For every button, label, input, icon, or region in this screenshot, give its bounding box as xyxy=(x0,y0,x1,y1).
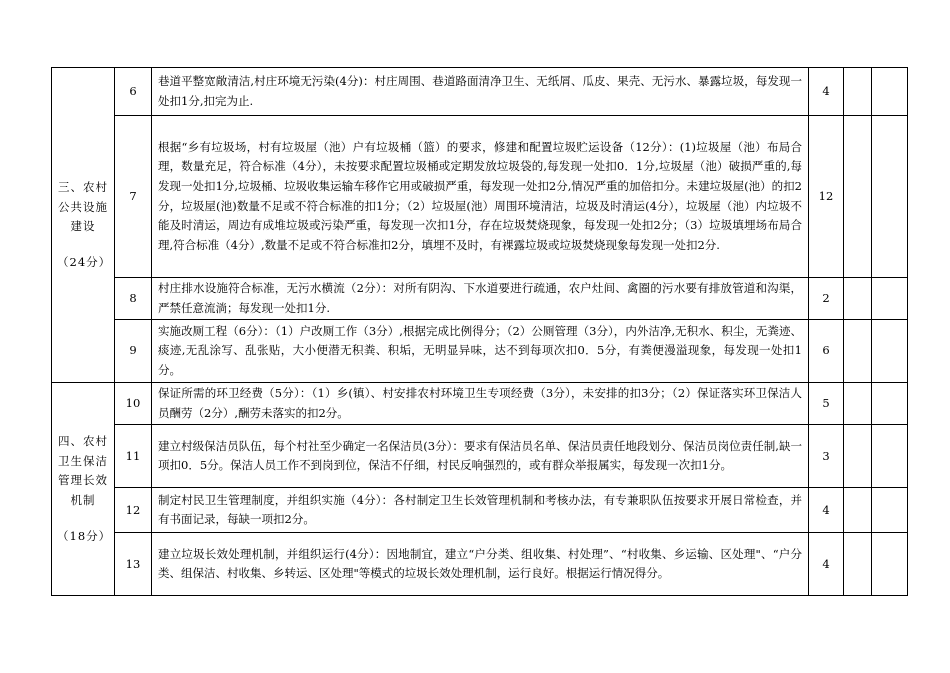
item-score: 4 xyxy=(809,533,844,596)
blank-cell xyxy=(872,383,908,425)
item-score: 2 xyxy=(809,278,844,320)
blank-cell xyxy=(872,278,908,320)
item-text: 根据“乡有垃圾场，村有垃圾屋（池）户有垃圾桶（篮）的要求，修建和配置垃圾贮运设备（12分）：(1)垃圾屋（池）布局合理，数量充足，符合标准（4分），未按要求配置垃圾桶或定期发放垃圾袋的,每发现一处扣0．1分,垃圾屋（池）破损严重的,每发现一处扣1分,垃圾桶、垃圾收集运输车移作它用或破损严重，每发现一处扣2分,情况严重的加倍扣分。未建垃圾屋(池）的扣2分，垃圾屋(池)数量不足或不符合标准的扣1分；（2）垃圾屋(池）周围环境清洁，垃圾及时清运(4分），垃圾屋（池）内垃圾不能及时清运，周边有成堆垃圾或污染严重，每发现一次扣1分，存在垃圾焚烧现象，每发现一处扣2分；（3）垃圾填埋场布局合理,符合标准（4分）,数量不足或不符合标准扣2分，填埋不及时，有裸露垃圾或垃圾焚烧现象每发现一处扣2分. xyxy=(152,116,809,278)
item-text: 巷道平整宽敞清洁,村庄环境无污染(4分)：村庄周围、巷道路面清净卫生、无纸屑、瓜皮、果壳、无污水、暴露垃圾，每发现一处扣1分,扣完为止. xyxy=(152,68,809,116)
item-number: 11 xyxy=(115,425,152,488)
category-name: 三、农村公共设施建设 xyxy=(58,179,108,234)
item-text: 保证所需的环卫经费（5分）：（1）乡(镇）、村安排农村环境卫生专项经费（3分），未安排的扣3分；（2）保证落实环卫保洁人员酬劳（2分）,酬劳未落实的扣2分。 xyxy=(152,383,809,425)
item-number: 12 xyxy=(115,488,152,533)
blank-cell xyxy=(844,488,872,533)
table-row xyxy=(52,68,908,116)
item-score: 12 xyxy=(809,116,844,278)
item-number: 10 xyxy=(115,383,152,425)
item-text: 实施改厕工程（6分）：（1）户改厕工作（3分）,根据完成比例得分；（2）公厕管理（3分），内外洁净,无积水、积尘，无粪迹、痰迹,无乱涂写、乱张贴，大小便潜无积粪、积垢，无明显异味，达不到每项次扣0．5分，有粪便漫溢现象，每发现一处扣1分。 xyxy=(152,320,809,383)
item-number: 13 xyxy=(115,533,152,596)
blank-cell xyxy=(844,68,872,116)
item-number: 6 xyxy=(115,68,152,116)
blank-cell xyxy=(844,320,872,383)
item-score: 5 xyxy=(809,383,844,425)
table-row xyxy=(52,116,908,278)
category-points: （24分） xyxy=(57,254,112,269)
blank-cell xyxy=(872,116,908,278)
table-row xyxy=(52,320,908,383)
blank-cell xyxy=(844,383,872,425)
category-name: 四、农村卫生保洁管理长效机制 xyxy=(58,434,108,508)
item-score: 3 xyxy=(809,425,844,488)
blank-cell xyxy=(872,425,908,488)
blank-cell xyxy=(844,425,872,488)
blank-cell xyxy=(872,533,908,596)
table-row xyxy=(52,533,908,596)
item-text: 制定村民卫生管理制度，并组织实施（4分）：各村制定卫生长效管理机制和考核办法，有专兼职队伍按要求开展日常检查，并有书面记录，每缺一项扣2分。 xyxy=(152,488,809,533)
blank-cell xyxy=(844,116,872,278)
blank-cell xyxy=(872,68,908,116)
table-row xyxy=(52,488,908,533)
scoring-table xyxy=(51,67,908,596)
item-text: 建立垃圾长效处理机制，并组织运行(4分）：因地制宜，建立“户分类、组收集、村处理”、“村收集、乡运输、区处理"、“户分类、组保洁、村收集、乡转运、区处理"等模式的垃圾长效处理机制，运行良好。根据运行情况得分。 xyxy=(152,533,809,596)
table-row xyxy=(52,425,908,488)
category-cell xyxy=(52,383,115,596)
category-points: （18分） xyxy=(57,528,112,543)
item-score: 6 xyxy=(809,320,844,383)
item-number: 7 xyxy=(115,116,152,278)
item-score: 4 xyxy=(809,488,844,533)
blank-cell xyxy=(844,278,872,320)
item-number: 9 xyxy=(115,320,152,383)
item-number: 8 xyxy=(115,278,152,320)
category-cell xyxy=(52,68,115,383)
table-row xyxy=(52,278,908,320)
item-score: 4 xyxy=(809,68,844,116)
blank-cell xyxy=(872,320,908,383)
item-text: 村庄排水设施符合标准，无污水横流（2分）：对所有阴沟、下水道要进行疏通，农户灶间、禽圈的污水要有排放管道和沟渠，严禁任意流淌；每发现一处扣1分. xyxy=(152,278,809,320)
table-row xyxy=(52,383,908,425)
blank-cell xyxy=(844,533,872,596)
item-text: 建立村级保洁员队伍，每个村社至少确定一名保洁员(3分）：要求有保洁员名单、保洁员责任地段划分、保洁员岗位责任制,缺一项扣0．5分。保洁人员工作不到岗到位，保洁不仔细，村民反响强烈的，或有群众举报属实，每发现一次扣1分。 xyxy=(152,425,809,488)
blank-cell xyxy=(872,488,908,533)
